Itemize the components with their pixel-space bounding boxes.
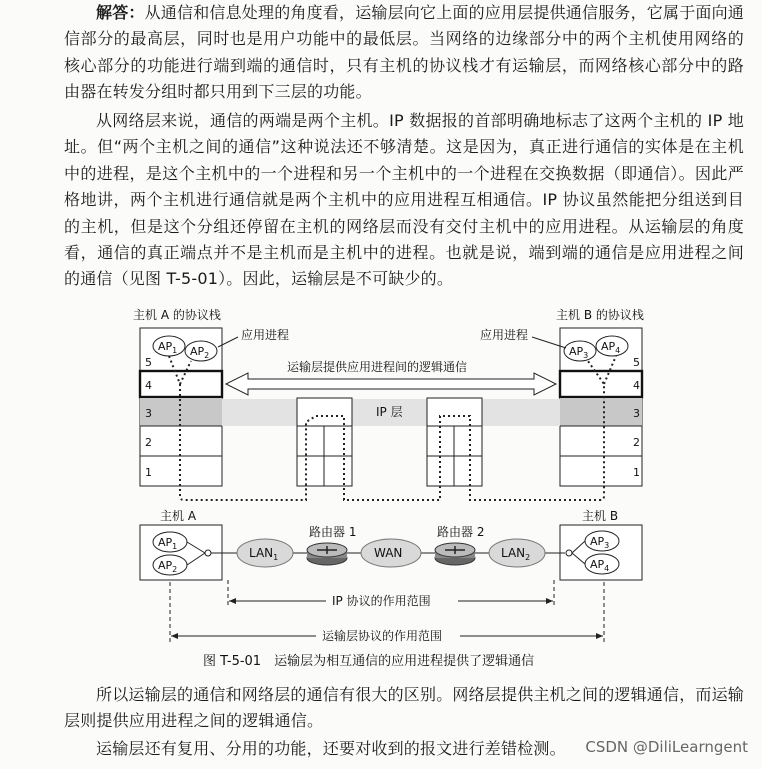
router-2-icon — [435, 543, 475, 565]
transport-scope-label: 运输层协议的作用范围 — [322, 629, 443, 643]
data-path — [169, 356, 616, 500]
svg-text:LAN2: $LAN_2$ — [501, 546, 531, 562]
app-process-label-a: 应用进程 — [241, 328, 290, 342]
paragraph-multiplexing: 运输层还有复用、分用的功能，还要对收到的报文进行差错检测。 — [96, 739, 566, 758]
stack-a-title: 主机 A 的协议栈 — [133, 308, 221, 322]
ip-scope-label: IP 协议的作用范围 — [332, 594, 431, 608]
layer-label: 2 — [633, 436, 640, 449]
lan-1-cloud — [237, 539, 293, 567]
host-b-label: 主机 B — [582, 509, 619, 523]
router-2-label: 路由器 2 — [437, 525, 485, 539]
router-1-label: 路由器 1 — [309, 525, 357, 539]
layer-label: 2 — [145, 436, 152, 449]
ap-label: $AP_2$ — [190, 345, 210, 360]
router-stack-1 — [297, 398, 352, 486]
intro-paragraph — [64, 0, 744, 106]
host-a-label: 主机 A — [160, 509, 197, 523]
paragraph-difference: 所以运输层的通信和网络层的通信有很大的区别。网络层提供主机之间的逻辑通信，而运输层则提供应用进程之间的逻辑通信。 — [64, 685, 745, 731]
ap-label: $AP_3$ — [590, 535, 610, 550]
figure-t-5-01 — [0, 300, 762, 680]
stack-b-title: 主机 B 的协议栈 — [556, 308, 644, 322]
ap-label: $AP_4$ — [590, 558, 610, 573]
app-process-label-b: 应用进程 — [480, 328, 529, 342]
ap-label: $AP_1$ — [158, 340, 178, 355]
layer-label: 3 — [145, 407, 152, 420]
layer-label: 1 — [633, 466, 640, 479]
stack-b — [560, 328, 642, 486]
layer-label: 4 — [145, 379, 152, 392]
intro-text: 从通信和信息处理的角度看，运输层向它上面的应用层提供通信服务，它属于面向通信部分的最高层，同时也是用户功能中的最低层。当网络的边缘部分中的两个主机使用网络的核心部分的功能进行端到端的通信时，只有主机的协议栈才有运输层，而网络核心部分中的路由器在转发分组时都只用到下三层的功能。 — [64, 3, 745, 102]
layer-label: 3 — [633, 407, 640, 420]
ap-label: $AP_1$ — [158, 536, 178, 551]
figure-caption: 图 T-5-01 运输层为相互通信的应用进程提供了逻辑通信 — [203, 654, 535, 669]
layer-label: 4 — [633, 379, 640, 392]
ap-label: $AP_3$ — [569, 345, 589, 360]
host-a-box — [140, 525, 222, 580]
ap-label: $AP_4$ — [601, 340, 621, 355]
ip-layer-label: IP 层 — [376, 405, 403, 419]
router-stack-2 — [427, 398, 482, 486]
answer-label: 解答： — [96, 3, 145, 22]
host-b-box — [560, 525, 642, 580]
ap-label: $AP_2$ — [158, 559, 178, 574]
layer-label: 5 — [145, 356, 152, 369]
wan-cloud — [361, 539, 421, 567]
lan-2-cloud — [489, 539, 545, 567]
layer-label: 5 — [633, 356, 640, 369]
logical-comm-arrow — [226, 373, 556, 395]
layer-label: 1 — [145, 466, 152, 479]
stack-a — [140, 328, 222, 486]
svg-text:WAN: WAN — [374, 546, 403, 560]
paragraph-network-view: 从网络层来说，通信的两端是两个主机。IP 数据报的首部明确地标志了这两个主机的 IP 地址。但“两个主机之间的通信”这种说法还不够清楚。这是因为，真正进行通信的实体是在主机中的进程，是这个主机中的一个进程和另一个主机中的一个进程在交换数据（即通信）。因此严格地讲，两个主机进行通信就是两个主机中的应用进程互相通信。IP 协议虽然能把分组送到目的主机，但是这个分组还停留在主机的网络层而没有交付主机中的应用进程。从运输层的角度看，通信的真正端点并不是主机而是主机中的进程。也就是说，端到端的通信是应用进程之间的通信（见图 T-5-01）。因此，运输层是不可缺少的。 — [64, 111, 744, 289]
router-1-icon — [307, 543, 347, 565]
svg-text:LAN1: $LAN_1$ — [249, 546, 279, 562]
watermark: CSDN @DiliLearngent — [585, 738, 748, 756]
logical-comm-label: 运输层提供应用进程间的逻辑通信 — [287, 360, 468, 374]
